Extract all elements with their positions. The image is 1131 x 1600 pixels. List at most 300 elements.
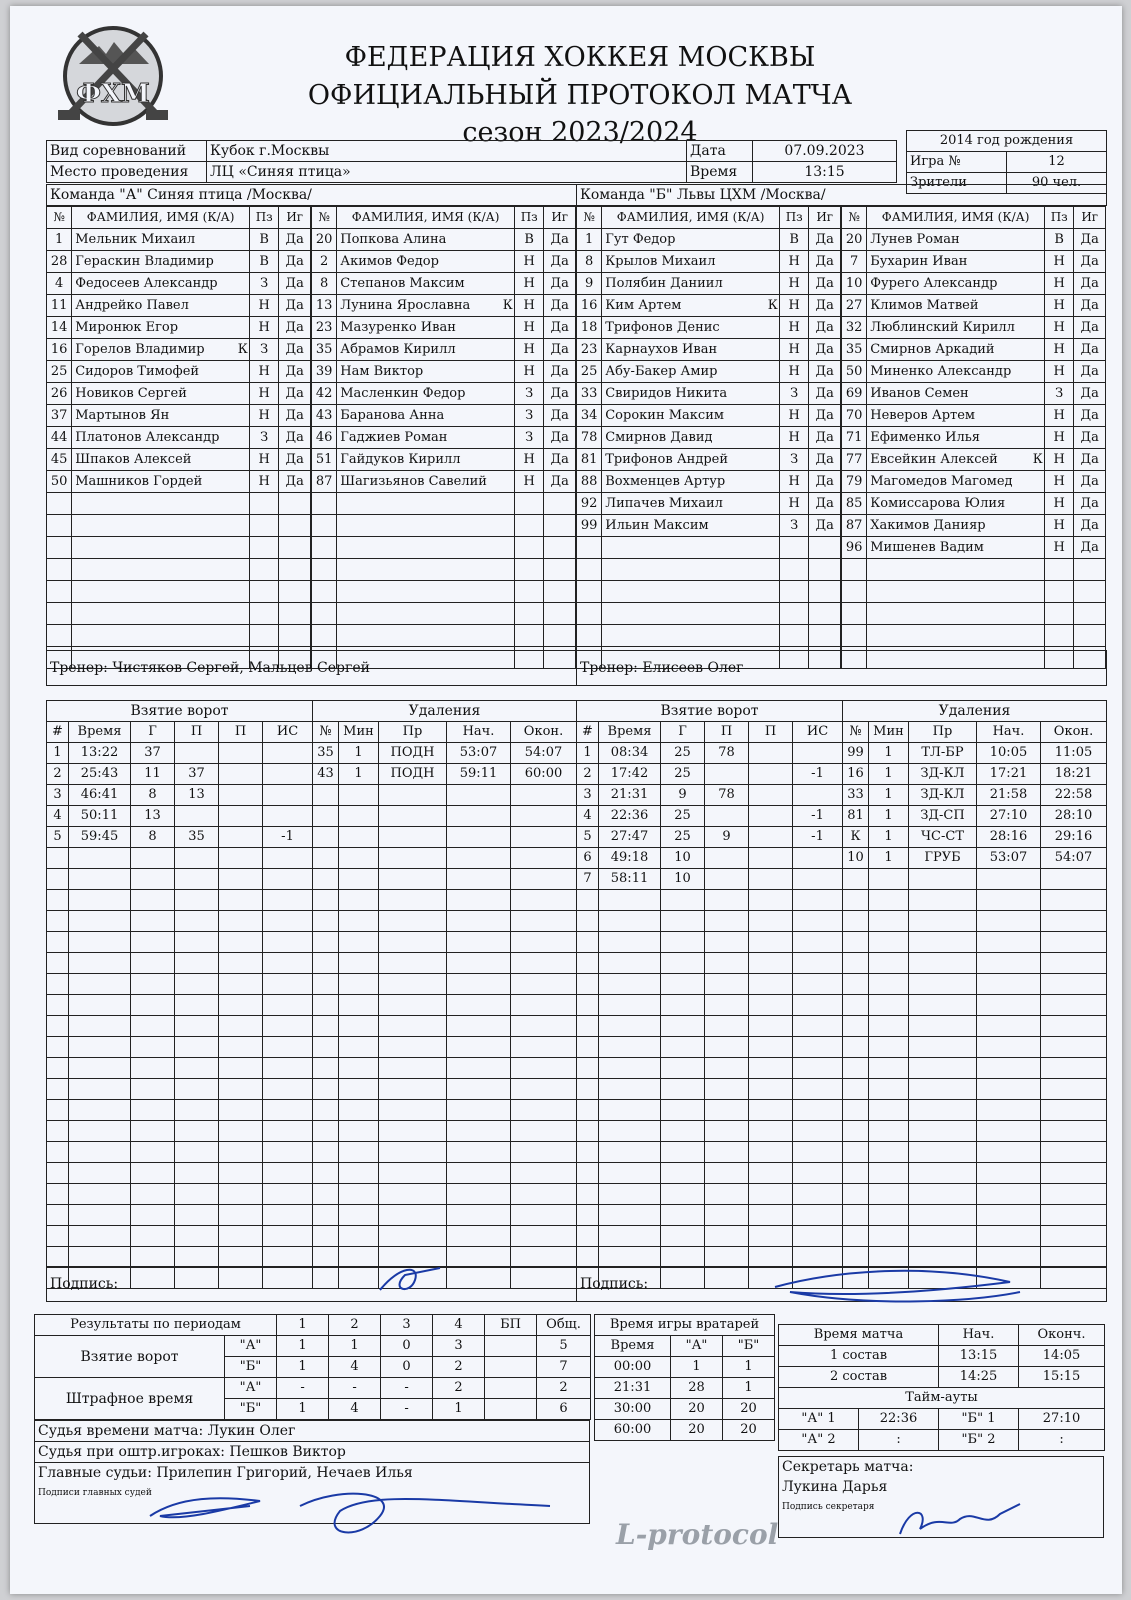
team-a-goals-cell bbox=[219, 1205, 263, 1226]
player-played: Да bbox=[1074, 449, 1106, 471]
team-a-goals-header: П bbox=[175, 722, 219, 743]
captain-mark bbox=[765, 493, 780, 515]
team-b-goals-header: Время bbox=[599, 722, 661, 743]
team-a-penalties-cell bbox=[511, 1100, 577, 1121]
team-a-goals-cell bbox=[131, 1100, 175, 1121]
team-b-goals-cell: 4 bbox=[577, 806, 599, 827]
player-played: Да bbox=[809, 383, 841, 405]
player-name: Шпаков Алексей bbox=[72, 449, 235, 471]
roster-row bbox=[312, 471, 576, 493]
player-played bbox=[544, 493, 576, 515]
team-a-goals-cell bbox=[47, 953, 69, 974]
player-name: Горелов Владимир bbox=[72, 339, 235, 361]
team-b-goals-row bbox=[577, 827, 843, 848]
team-a-goals-cell bbox=[175, 869, 219, 890]
team-a-goals-cell bbox=[69, 911, 131, 932]
team-b-goals-cell bbox=[749, 953, 793, 974]
team-b-goals-cell bbox=[661, 1079, 705, 1100]
team-a-goals-cell bbox=[219, 974, 263, 995]
team-b-goals-cell bbox=[705, 1016, 749, 1037]
player-name: Миронюк Егор bbox=[72, 317, 235, 339]
team-b-penalties-cell bbox=[843, 890, 869, 911]
player-played: Да bbox=[544, 449, 576, 471]
team-b-goals-header: П bbox=[749, 722, 793, 743]
team-b-penalties-cell bbox=[909, 911, 977, 932]
timeout-a1-value: 22:36 bbox=[859, 1409, 939, 1430]
team-a-penalties-cell bbox=[339, 1205, 379, 1226]
player-position: Н bbox=[514, 339, 543, 361]
team-b-goals-cell bbox=[577, 1037, 599, 1058]
team-b-goals-cell: 2 bbox=[577, 764, 599, 785]
player-played: Да bbox=[809, 405, 841, 427]
team-b-penalties-cell bbox=[977, 1226, 1041, 1247]
team-a-penalties-row bbox=[313, 869, 577, 890]
team-a-goals-cell bbox=[219, 890, 263, 911]
team-b-goals-cell bbox=[577, 1142, 599, 1163]
captain-mark bbox=[500, 449, 515, 471]
team-b-penalties-cell bbox=[909, 995, 977, 1016]
player-number bbox=[47, 581, 72, 603]
team-b-penalties-cell: 1 bbox=[869, 827, 909, 848]
secretary-name: Лукина Дарья bbox=[782, 1479, 888, 1495]
team-a-title: Команда "А" Синяя птица /Москва/ bbox=[47, 185, 577, 206]
season-title: сезон 2023/2024 bbox=[462, 117, 698, 148]
player-position: Н bbox=[1044, 515, 1073, 537]
player-position: Н bbox=[779, 405, 808, 427]
team-a-goals-cell bbox=[263, 974, 313, 995]
team-b-penalties-cell bbox=[843, 932, 869, 953]
team-a-goals-cell: 25:43 bbox=[69, 764, 131, 785]
player-position: Н bbox=[779, 317, 808, 339]
team-a-penalties-cell bbox=[447, 869, 511, 890]
team-b-penalties-cell: ГРУБ bbox=[909, 848, 977, 869]
player-position: В bbox=[514, 229, 543, 251]
captain-mark bbox=[500, 251, 515, 273]
player-number: 50 bbox=[47, 471, 72, 493]
team-b-goals-row bbox=[577, 743, 843, 764]
player-played: Да bbox=[544, 471, 576, 493]
roster-row bbox=[47, 273, 311, 295]
team-a-penalties-cell bbox=[313, 1163, 339, 1184]
team-b-goals-cell: -1 bbox=[793, 806, 843, 827]
team-a-goals-cell: 1 bbox=[47, 743, 69, 764]
captain-mark bbox=[500, 427, 515, 449]
team-a-penalties-cell: 60:00 bbox=[511, 764, 577, 785]
team-b-goals-cell bbox=[749, 1058, 793, 1079]
team-a-penalties-row bbox=[313, 1100, 577, 1121]
player-name: Мельник Михаил bbox=[72, 229, 235, 251]
team-a-penalties-cell bbox=[447, 1163, 511, 1184]
player-position bbox=[249, 603, 278, 625]
captain-mark bbox=[765, 625, 780, 647]
team-a-goals-cell bbox=[69, 1184, 131, 1205]
player-position: Н bbox=[779, 427, 808, 449]
team-a-goals-cell bbox=[219, 1037, 263, 1058]
goals-b-total: 7 bbox=[537, 1357, 591, 1378]
period-1-header: 1 bbox=[277, 1315, 329, 1336]
captain-mark bbox=[235, 515, 250, 537]
team-b-penalties-row bbox=[843, 911, 1107, 932]
team-b-goals-cell bbox=[599, 1205, 661, 1226]
captain-mark bbox=[500, 361, 515, 383]
player-name: Мартынов Ян bbox=[72, 405, 235, 427]
player-name: Магомедов Магомед bbox=[867, 471, 1030, 493]
player-position: Н bbox=[514, 471, 543, 493]
team-b-penalties-cell bbox=[843, 1121, 869, 1142]
goalie-time-cell: 30:00 bbox=[595, 1399, 671, 1420]
team-b-goals-row bbox=[577, 890, 843, 911]
player-name: Карнаухов Иван bbox=[602, 339, 765, 361]
captain-mark bbox=[765, 515, 780, 537]
team-a-goals-row bbox=[47, 1121, 313, 1142]
player-name bbox=[337, 603, 500, 625]
team-b-goals-row bbox=[577, 995, 843, 1016]
team-a-goals-cell bbox=[263, 1121, 313, 1142]
team-a-marker: "А" bbox=[225, 1336, 277, 1357]
player-position: Н bbox=[514, 295, 543, 317]
team-a-goals-cell bbox=[219, 848, 263, 869]
team-b-goals-cell bbox=[577, 953, 599, 974]
team-a-goals-cell: 13:22 bbox=[69, 743, 131, 764]
player-name: Трифонов Андрей bbox=[602, 449, 765, 471]
team-a-goals-row bbox=[47, 1016, 313, 1037]
player-position bbox=[514, 559, 543, 581]
team-b-penalties-cell bbox=[977, 1142, 1041, 1163]
team-b-goals-cell bbox=[793, 1016, 843, 1037]
roster-row bbox=[842, 471, 1106, 493]
team-a-penalties-cell bbox=[313, 806, 339, 827]
player-name: Лунев Роман bbox=[867, 229, 1030, 251]
team-a-penalties-cell bbox=[339, 995, 379, 1016]
player-name: Степанов Максим bbox=[337, 273, 500, 295]
team-b-goals-row bbox=[577, 1226, 843, 1247]
team-a-goals-cell bbox=[69, 1247, 131, 1268]
player-number: 33 bbox=[577, 383, 602, 405]
player-played: Да bbox=[1074, 361, 1106, 383]
team-b-penalties-cell bbox=[1041, 974, 1107, 995]
player-played bbox=[544, 559, 576, 581]
squad-2-end: 15:15 bbox=[1019, 1367, 1105, 1388]
captain-mark: К bbox=[1030, 449, 1045, 471]
time-label: Время bbox=[687, 162, 753, 183]
team-b-penalties-cell bbox=[977, 932, 1041, 953]
captain-mark bbox=[1030, 317, 1045, 339]
roster-header-num: № bbox=[312, 207, 337, 229]
roster-row bbox=[47, 361, 311, 383]
team-b-goals-cell bbox=[577, 1058, 599, 1079]
team-b-signature bbox=[770, 1262, 1030, 1312]
captain-mark bbox=[235, 603, 250, 625]
roster-row bbox=[47, 229, 311, 251]
team-a-goals-cell bbox=[219, 1100, 263, 1121]
player-position: Н bbox=[1044, 251, 1073, 273]
roster-row bbox=[577, 581, 841, 603]
captain-mark: К bbox=[500, 295, 515, 317]
player-name: Машников Гордей bbox=[72, 471, 235, 493]
player-played: Да bbox=[809, 229, 841, 251]
team-b-goals-header: # bbox=[577, 722, 599, 743]
team-a-penalties-cell bbox=[379, 1100, 447, 1121]
team-b-penalties-cell bbox=[909, 1163, 977, 1184]
team-b-goals-cell: 25 bbox=[661, 743, 705, 764]
team-a-goals-cell bbox=[69, 995, 131, 1016]
team-b-penalties-cell bbox=[909, 1100, 977, 1121]
player-number: 45 bbox=[47, 449, 72, 471]
team-b-goals-cell bbox=[705, 1079, 749, 1100]
roster-header-num: № bbox=[842, 207, 867, 229]
player-number: 23 bbox=[312, 317, 337, 339]
team-a-penalties-cell bbox=[339, 1037, 379, 1058]
player-played: Да bbox=[1074, 493, 1106, 515]
goals-row-label: Взятие ворот bbox=[35, 1336, 225, 1378]
team-b-penalties-cell bbox=[1041, 1037, 1107, 1058]
pim-b-total: 6 bbox=[537, 1399, 591, 1420]
roster-row bbox=[47, 471, 311, 493]
captain-mark bbox=[235, 317, 250, 339]
team-a-goals-row bbox=[47, 1205, 313, 1226]
team-b-goals-cell bbox=[705, 1163, 749, 1184]
team-a-goals-cell bbox=[263, 995, 313, 1016]
team-a-goals-cell bbox=[219, 869, 263, 890]
player-number: 8 bbox=[577, 251, 602, 273]
pim-a-total: 2 bbox=[537, 1378, 591, 1399]
team-a-penalties-row bbox=[313, 1163, 577, 1184]
team-b-goals-header: П bbox=[705, 722, 749, 743]
player-number: 20 bbox=[842, 229, 867, 251]
secretary-signature bbox=[890, 1494, 1030, 1544]
player-played: Да bbox=[279, 251, 311, 273]
team-b-penalties-cell bbox=[869, 932, 909, 953]
team-b-goals-cell bbox=[793, 1142, 843, 1163]
player-position bbox=[779, 581, 808, 603]
player-played bbox=[809, 603, 841, 625]
team-b-goals-cell bbox=[705, 1205, 749, 1226]
team-a-penalties-cell bbox=[511, 869, 577, 890]
team-b-goals-cell: 22:36 bbox=[599, 806, 661, 827]
goals-a-cell: 1 bbox=[329, 1336, 381, 1357]
player-name: Комиссарова Юлия bbox=[867, 493, 1030, 515]
team-b-penalties-cell bbox=[1041, 1016, 1107, 1037]
team-a-goals-cell bbox=[175, 1163, 219, 1184]
goals-a-cell: 3 bbox=[433, 1336, 485, 1357]
player-position bbox=[249, 515, 278, 537]
team-b-goals-cell: 9 bbox=[705, 827, 749, 848]
team-a-goals-cell bbox=[175, 743, 219, 764]
player-played: Да bbox=[279, 471, 311, 493]
team-a-penalties-cell bbox=[339, 1058, 379, 1079]
team-b-penalties-row bbox=[843, 1142, 1107, 1163]
team-a-goals-cell bbox=[47, 1163, 69, 1184]
team-b-goals-cell: 08:34 bbox=[599, 743, 661, 764]
team-a-goals-cell bbox=[263, 1079, 313, 1100]
team-a-penalties-cell bbox=[511, 848, 577, 869]
roster-row bbox=[312, 603, 576, 625]
roster-row bbox=[577, 515, 841, 537]
captain-mark bbox=[1030, 339, 1045, 361]
player-number: 35 bbox=[312, 339, 337, 361]
team-a-penalties-cell bbox=[447, 1121, 511, 1142]
team-a-goals-header: Время bbox=[69, 722, 131, 743]
team-b-goals-header: ИС bbox=[793, 722, 843, 743]
team-b-penalties-cell: ЗД-КЛ bbox=[909, 785, 977, 806]
team-a-goals-cell bbox=[219, 806, 263, 827]
roster-row bbox=[312, 405, 576, 427]
team-a-goals-cell bbox=[47, 911, 69, 932]
player-position: Н bbox=[514, 273, 543, 295]
player-position bbox=[249, 581, 278, 603]
captain-mark bbox=[500, 471, 515, 493]
team-a-penalties-cell bbox=[379, 1037, 447, 1058]
player-position: Н bbox=[1044, 427, 1073, 449]
team-a-penalties-cell bbox=[313, 890, 339, 911]
team-b-goals-cell: 17:42 bbox=[599, 764, 661, 785]
team-b-penalties-row bbox=[843, 1184, 1107, 1205]
roster-header-name: ФАМИЛИЯ, ИМЯ (К/А) bbox=[602, 207, 780, 229]
team-a-penalties-cell bbox=[447, 953, 511, 974]
team-b-penalties-cell bbox=[977, 1058, 1041, 1079]
team-a-goals-cell bbox=[69, 974, 131, 995]
player-name: Климов Матвей bbox=[867, 295, 1030, 317]
team-b-goals-row bbox=[577, 1163, 843, 1184]
player-position: Н bbox=[779, 273, 808, 295]
team-b-goals-cell bbox=[705, 890, 749, 911]
player-position: З bbox=[1044, 383, 1073, 405]
team-b-goals-cell bbox=[577, 911, 599, 932]
team-a-goals-cell bbox=[263, 806, 313, 827]
team-a-penalties-header: Окон. bbox=[511, 722, 577, 743]
team-b-goals-cell bbox=[577, 1226, 599, 1247]
captain-mark bbox=[1030, 229, 1045, 251]
team-b-goals-cell: 5 bbox=[577, 827, 599, 848]
team-b-penalties-cell bbox=[1041, 1142, 1107, 1163]
team-a-penalties-cell bbox=[447, 1247, 511, 1268]
team-b-goals-row bbox=[577, 1058, 843, 1079]
player-number bbox=[47, 625, 72, 647]
player-played: Да bbox=[544, 229, 576, 251]
team-a-goals-cell: 8 bbox=[131, 785, 175, 806]
team-b-penalties-header: Нач. bbox=[977, 722, 1041, 743]
team-b-goals-cell bbox=[749, 974, 793, 995]
captain-mark bbox=[500, 383, 515, 405]
player-number: 11 bbox=[47, 295, 72, 317]
team-b-goals-cell bbox=[793, 1205, 843, 1226]
team-a-goals-cell bbox=[47, 1058, 69, 1079]
roster-row bbox=[577, 603, 841, 625]
pim-a-cell bbox=[485, 1378, 537, 1399]
player-played: Да bbox=[809, 493, 841, 515]
team-a-goals-cell bbox=[219, 995, 263, 1016]
team-b-penalties-cell: 1 bbox=[869, 764, 909, 785]
team-a-penalties-cell bbox=[379, 995, 447, 1016]
team-a-goals-cell bbox=[69, 1058, 131, 1079]
team-a-penalties-cell bbox=[313, 1058, 339, 1079]
match-start-header: Нач. bbox=[939, 1325, 1019, 1346]
captain-mark bbox=[765, 229, 780, 251]
captain-mark bbox=[1030, 251, 1045, 273]
team-a-goals-row bbox=[47, 1247, 313, 1268]
team-b-goals-cell bbox=[705, 911, 749, 932]
roster-header-name: ФАМИЛИЯ, ИМЯ (К/А) bbox=[72, 207, 250, 229]
team-a-goals-cell: -1 bbox=[263, 827, 313, 848]
team-a-penalties-cell: 35 bbox=[313, 743, 339, 764]
team-b-goals-cell bbox=[599, 1100, 661, 1121]
team-a-penalties-cell bbox=[447, 1016, 511, 1037]
team-b-goals-table bbox=[576, 700, 843, 1289]
team-b-goals-cell bbox=[599, 1016, 661, 1037]
team-b-penalties-cell bbox=[909, 1058, 977, 1079]
player-position: Н bbox=[249, 317, 278, 339]
team-b-goals-cell bbox=[661, 1142, 705, 1163]
roster-row bbox=[842, 251, 1106, 273]
player-played bbox=[809, 625, 841, 647]
team-b-goals-cell bbox=[793, 995, 843, 1016]
team-b-goals-cell bbox=[599, 932, 661, 953]
goalie-time-cell: 21:31 bbox=[595, 1378, 671, 1399]
goals-a-cell: 0 bbox=[381, 1336, 433, 1357]
team-a-penalties-row bbox=[313, 806, 577, 827]
roster-row bbox=[842, 603, 1106, 625]
player-position: В bbox=[249, 251, 278, 273]
team-b-goals-row bbox=[577, 953, 843, 974]
player-played: Да bbox=[1074, 471, 1106, 493]
team-a-penalties-cell bbox=[379, 1142, 447, 1163]
team-a-penalties-row bbox=[313, 827, 577, 848]
roster-row bbox=[577, 317, 841, 339]
team-b-goals-cell bbox=[661, 995, 705, 1016]
team-b-goals-cell bbox=[577, 1247, 599, 1268]
team-a-penalties-cell bbox=[313, 785, 339, 806]
team-a-penalties-cell bbox=[447, 974, 511, 995]
player-name: Андрейко Павел bbox=[72, 295, 235, 317]
team-a-goals-row bbox=[47, 995, 313, 1016]
team-a-goals-cell bbox=[131, 1016, 175, 1037]
player-number: 23 bbox=[577, 339, 602, 361]
team-a-penalties-row bbox=[313, 974, 577, 995]
player-number bbox=[312, 515, 337, 537]
team-b-goals-cell bbox=[661, 1226, 705, 1247]
player-name: Люблинский Кирилл bbox=[867, 317, 1030, 339]
team-a-goals-cell: 46:41 bbox=[69, 785, 131, 806]
team-b-penalties-cell bbox=[977, 974, 1041, 995]
player-name: Федосеев Александр bbox=[72, 273, 235, 295]
team-a-goals-cell bbox=[263, 953, 313, 974]
team-b-goals-cell bbox=[749, 869, 793, 890]
team-a-goals-header: ИС bbox=[263, 722, 313, 743]
player-position bbox=[514, 537, 543, 559]
player-played: Да bbox=[279, 229, 311, 251]
player-name: Новиков Сергей bbox=[72, 383, 235, 405]
player-number bbox=[312, 559, 337, 581]
team-b-penalties-cell bbox=[1041, 1184, 1107, 1205]
team-a-goals-cell: 8 bbox=[131, 827, 175, 848]
player-number: 9 bbox=[577, 273, 602, 295]
player-played: Да bbox=[1074, 515, 1106, 537]
team-a-penalties-cell bbox=[339, 911, 379, 932]
team-a-goals-cell: 13 bbox=[175, 785, 219, 806]
captain-mark bbox=[235, 295, 250, 317]
player-number: 79 bbox=[842, 471, 867, 493]
team-a-goals-cell bbox=[47, 1205, 69, 1226]
team-a-penalties-cell bbox=[339, 1163, 379, 1184]
player-number: 28 bbox=[47, 251, 72, 273]
player-number: 71 bbox=[842, 427, 867, 449]
team-b-penalties-row bbox=[843, 1205, 1107, 1226]
team-a-penalties-row bbox=[313, 1058, 577, 1079]
team-b-goals-cell bbox=[749, 743, 793, 764]
player-played bbox=[809, 581, 841, 603]
player-position bbox=[1044, 581, 1073, 603]
roster-row bbox=[842, 295, 1106, 317]
